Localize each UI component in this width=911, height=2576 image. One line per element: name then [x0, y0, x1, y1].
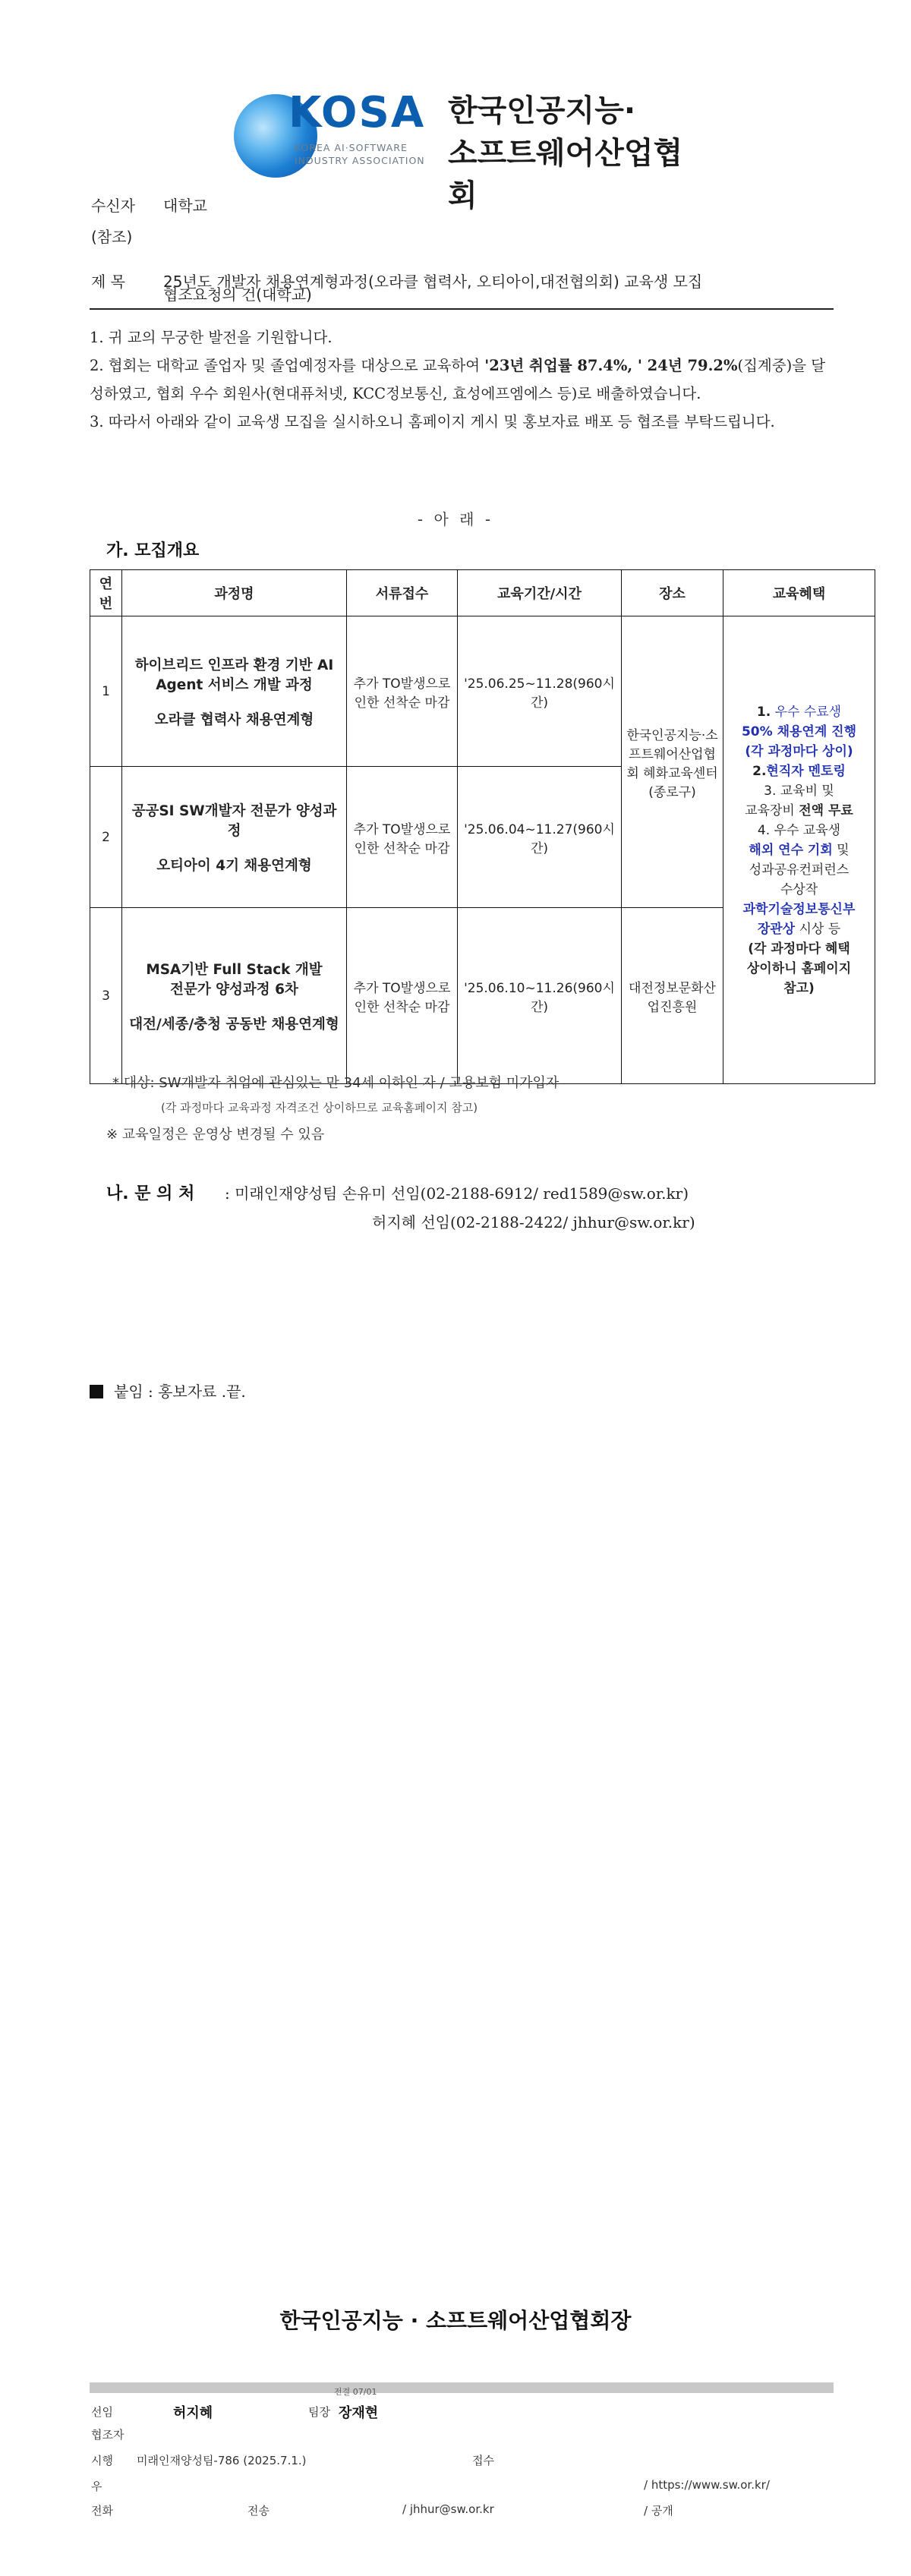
section-b-title: 나. 문 의 처	[106, 1184, 195, 1203]
below-label: - 아 래 -	[417, 510, 494, 528]
course-period: '25.06.10~11.26(960시간)	[458, 908, 622, 1084]
homepage-link[interactable]: / https://www.sw.or.kr/	[644, 2478, 770, 2492]
contact-line-2: 허지혜 선임(02-2188-2422/ jhhur@sw.or.kr)	[372, 1213, 695, 1231]
row-no: 2	[90, 767, 122, 908]
body-paragraph-1: 1. 귀 교의 무궁한 발전을 기원합니다.	[90, 329, 333, 346]
col-header-place: 장소	[622, 570, 723, 616]
enforce-label: 시행	[91, 2454, 113, 2467]
col-header-no: 연번	[90, 570, 122, 616]
recipient-row	[91, 194, 207, 216]
contact-line-1: : 미래인재양성팀 손유미 선임(02-2188-6912/ red1589@sw.or.kr)	[225, 1184, 689, 1203]
col-header-period: 교육기간/시간	[458, 570, 622, 616]
course-name: 공공SI SW개발자 전문가 양성과정 오티아이 4기 채용연계형	[122, 767, 347, 908]
email-link[interactable]: / jhhur@sw.or.kr	[402, 2502, 494, 2516]
phone-label: 전화	[91, 2504, 113, 2518]
course-period: '25.06.25~11.28(960시간)	[458, 616, 622, 767]
recipient-value: 대학교	[163, 197, 207, 215]
footer-divider	[90, 2382, 834, 2393]
section-a-title: 가. 모집개요	[106, 541, 200, 560]
apply-status: 추가 TO발생으로 인한 선착순 마감	[347, 908, 458, 1084]
col-header-benefit: 교육혜택	[723, 570, 875, 616]
employment-rate: '23년 취업률 87.4%, ' 24년 79.2%	[484, 357, 738, 374]
subject-row-2	[163, 282, 312, 304]
col-header-apply: 서류접수	[347, 570, 458, 616]
cc-label: (참조)	[91, 228, 133, 246]
rank-1: 선임	[91, 2405, 113, 2419]
body-paragraph-2: 2. 협회는 대학교 졸업자 및 졸업예정자를 대상으로 교육하여 '23년 취업률 87.4%, ' 24년 79.2%(집계중)을 달성하였고, 협회 우수 회원사(현대퓨처넷, KCC정보통신, 효성에프엠에스 등)로 배출하였습니다.	[90, 357, 826, 402]
public-label: / 공개	[644, 2504, 673, 2518]
target-sub-note: (각 과정마다 교육과정 자격조건 상이하므로 교육홈페이지 참고)	[161, 1101, 478, 1115]
body-paragraph-3: 3. 따라서 아래와 같이 교육생 모집을 실시하오니 홈페이지 게시 및 홍보자료 배포 등 협조를 부탁드립니다.	[90, 413, 775, 430]
rank-2: 팀장	[308, 2405, 330, 2419]
logo-wordmark: KOSA	[288, 88, 426, 137]
kosa-logo	[228, 85, 698, 213]
recruitment-table	[90, 569, 875, 1084]
col-header-course: 과정명	[122, 570, 347, 616]
name-2: 장재현	[339, 2405, 379, 2421]
place-daejeon: 대전정보문화산업진흥원	[622, 908, 723, 1084]
receive-label: 접수	[472, 2454, 494, 2467]
checkbox-icon	[90, 1385, 103, 1398]
course-name: 하이브리드 인프라 환경 기반 AI Agent 서비스 개발 과정 오라클 협력사 채용연계형	[122, 616, 347, 767]
row-no: 3	[90, 908, 122, 1084]
zip-label: 우	[91, 2480, 102, 2493]
attachment-line: 붙임 : 홍보자료 .끝.	[90, 1379, 246, 1402]
place-seoul: 한국인공지능·소프트웨어산업협회 혜화교육센터 (종로구)	[622, 616, 723, 908]
target-note: * 대상: SW개발자 취업에 관심있는 만 34세 이하인 자 / 고용보험 미가입자	[112, 1075, 560, 1091]
course-name: MSA기반 Full Stack 개발 전문가 양성과정 6차 대전/세종/충청 공동반 채용연계형	[122, 908, 347, 1084]
logo-subtitle: KOREA AI·SOFTWARE INDUSTRY ASSOCIATION	[295, 142, 425, 166]
subject-line-2: 협조요청의 건(대학교)	[163, 285, 312, 304]
apply-status: 추가 TO발생으로 인한 선착순 마감	[347, 767, 458, 908]
table-header-row	[90, 570, 875, 616]
table-row	[90, 616, 875, 767]
course-period: '25.06.04~11.27(960시간)	[458, 767, 622, 908]
name-1: 허지혜	[173, 2405, 213, 2421]
benefit-cell: 1. 우수 수료생 50% 채용연계 진행 (각 과정마다 상이) 2.현직자 멘토링 3. 교육비 및 교육장비 전액 무료 4. 우수 교육생 해외 연수 기회 및 성과공유컨퍼런스 수상작 과학기술정보통신부 장관상 시상 등 (각 과정마다 혜택 상이하니 홈페이지 참고)	[723, 616, 875, 1084]
subject-line-1: 25년도 개발자 채용연계형과정(오라클 협력사, 오티아이,대전협의회) 교육생 모집	[163, 273, 703, 291]
org-name: 한국인공지능· 소프트웨어산업협회	[448, 93, 683, 213]
recipient-label: 수신자	[91, 197, 135, 215]
signer-title: 한국인공지능 · 소프트웨어산업협회장	[279, 2308, 632, 2333]
row-no: 1	[90, 616, 122, 767]
header-divider	[90, 308, 834, 310]
cooperator-label: 협조자	[91, 2428, 125, 2442]
schedule-note: ※ 교육일정은 운영상 변경될 수 있음	[106, 1127, 325, 1143]
apply-status: 추가 TO발생으로 인한 선착순 마감	[347, 616, 458, 767]
subject-label: 제 목	[91, 273, 125, 291]
fax-label: 전송	[247, 2504, 270, 2518]
enforce-value: 미래인재양성팀-786 (2025.7.1.)	[137, 2454, 307, 2467]
cc-row	[91, 225, 163, 247]
approval-note: 전결 07/01	[334, 2387, 377, 2397]
